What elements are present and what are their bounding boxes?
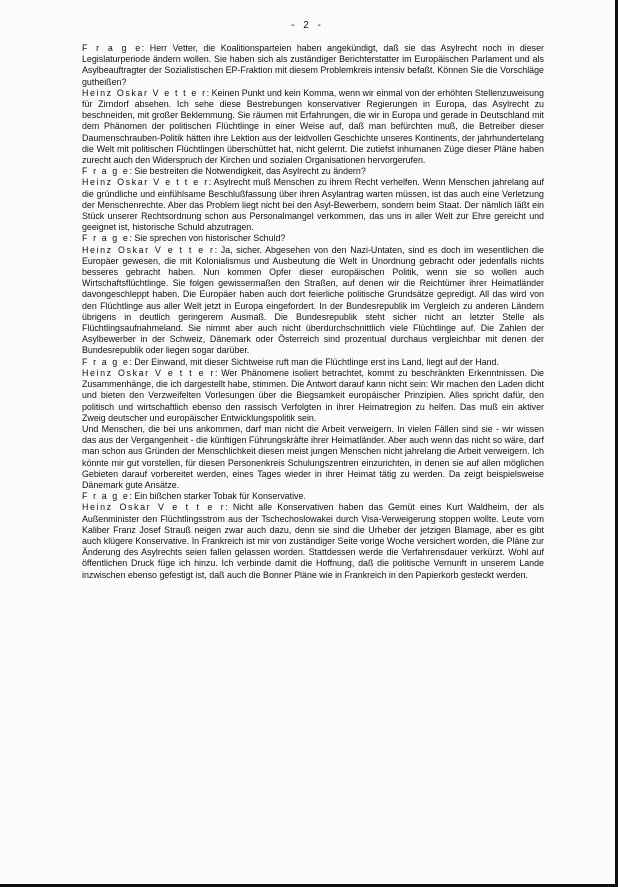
paragraph-text: : Ein bißchen starker Tobak für Konservative.	[129, 491, 306, 502]
paragraph-text: : Herr Vetter, die Koalitionsparteien haben angekündigt, daß sie das Asylrecht noch in dieser Legislaturperiode ändern wollen. Sie haben sich als zuständiger Berichterstatter im Europäischen Parlament und als Asylbeauftragter der Sozialistischen EP-Fraktion mit diesem Problemkreis intensiv befaßt. Können Sie die Vorschläge gutheißen?	[82, 43, 545, 87]
paragraph-question-2	[82, 166, 544, 177]
paragraph-text: Und Menschen, die bei uns ankommen, darf man nicht die Arbeit verweigern. In vielen Fällen sind sie - wir wissen das aus der Vergangenheit - die künftigen Führungskräfte ihrer Heimatländer. Aber auch wenn das nicht so wäre, darf man schon aus Gründen der Menschlichkeit diesen meist jungen Menschen nicht jahrelang die Arbeit verweigern. Ich könnte mir gut vorstellen, für diesen Personenkreis Schulungszentren einzurichten, in denen sie auf allen möglichen Gebieten darauf vorbereitet werden, eines Tages wieder in ihrer Heimat tätig zu werden. Da zeigt beispielsweise Dänemark gute Ansätze.	[82, 423, 544, 490]
paragraph-question-4	[82, 357, 544, 368]
paragraph-answer-4	[82, 368, 544, 424]
speaker-label: Heinz Oskar V e t t e r	[82, 367, 216, 378]
paragraph-text: : Wer Phänomene isoliert betrachtet, kommt zu beschränkten Erkenntnissen. Die Zusammenhänge, die ich dargestellt habe, stimmen. Die Antwort darauf kann nicht sein: Wir machen den Laden dicht und bieten den Verzweifelten Vorlesungen über die Biegsamkeit europäischer Prinzipien. Alles spricht dafür, den politisch und wirtschaftlich ebenso den rassisch Verfolgten in ihrer Heimatregion zu helfen. Das muß ein aktiver Zweig deutscher und europäischer Entwicklungspolitik sein.	[82, 367, 544, 423]
paragraph-question-5	[82, 491, 544, 502]
paragraph-answer-4-continued	[82, 424, 544, 491]
paragraph-question-3	[82, 233, 544, 244]
paragraph-text: : Nicht alle Konservativen haben das Gemüt eines Kurt Waldheim, der als Außenminister den Flüchtlingsstrom aus der Tschechoslowakei durch Visa-Verweigerung stoppen wollte. Leute vom Kaliber Franz Josef Strauß neigen zwar auch dazu, denn sie sind die Urheber der jetzigen Blamage, aber es gibt auch klügere Konservative. In Frankreich ist mir von zuständiger Seite vorige Woche versichert worden, die Pläne zur Änderung des Asylrechts seien fallen gelassen worden. Stattdessen werde die Verfahrensdauer verkürzt. Wohl auf öffentlichen Druck füge ich hinzu. Ich verbinde damit die Hoffnung, daß die politische Vernunft in unserem Lande inzwischen ebenso gefestigt ist, daß auch die Bonner Pläne wie in Frankreich in den Papierkorb gesteckt werden.	[82, 502, 544, 580]
paragraph-text: : Ja, sicher. Abgesehen von den Nazi-Untaten, sind es doch im wesentlichen die Europäer gewesen, die mit Kolonialismus und Ausbeutung die Welt in Unordnung gebracht oder jedenfalls nichts besseres gebracht haben. Nun kommen Opfer dieser europäischen Politik, wenn sie so wollen auch Wirtschaftsflüchtlinge. Sie folgen gewissermaßen den Straßen, auf denen wir die Reichtümer ihrer Heimatländer davongeschleppt haben. Die Europäer haben auch dort feierliche politische Grundsätze gepredigt. All das wird von den Flüchtlinge aus aller Welt jetzt in Europa eingefordert. In der Bundesrepublik im Vergleich zu anderen Ländern übrigens in deutlich geringerem Ausmaß. Die Bundesrepublik steht sicher nicht an letzter Stelle als Flüchtlingsaufnahmeland. Sie nimmt aber auch nicht überdurchschnittlich viele Flüchtlinge auf. Die Zahlen der Asylbewerber in der Schweiz, Dänemark oder Österreich sind prozentual durchaus vergleichbar mit denen der Bundesrepublik oder liegen sogar darüber.	[82, 244, 544, 356]
paragraph-answer-2	[82, 177, 544, 233]
paragraph-answer-1	[82, 88, 544, 166]
interview-text	[82, 43, 544, 581]
paragraph-answer-3	[82, 245, 544, 357]
speaker-label: Heinz Oskar V e t t e r	[82, 502, 226, 513]
speaker-label: Heinz Oskar V e t t e r	[82, 87, 207, 98]
paragraph-text: : Keinen Punkt und kein Komma, wenn wir einmal von der erhöhten Stellenzuweisung für Zirndorf absehen. Ich sehe diese Bestrebungen konservativer Regierungen in Europa, das Asylrecht zu beschneiden, mit großer Beklemmung. Sie räumen mit Erfahrungen, die wir in Europa und gerade in Deutschland mit dem Phänomen der politischen Flüchtlinge in einer Weise auf, daß man befürchten muß, die Betreiber dieser Daumenschrauben-Politik hätten ihre Lektion aus der leidvollen Geschichte unseres Kontinents, der jahrhundertelang die Welt mit politischen Flüchtlingen überschüttet hat, nicht gelernt. Die zutiefst inhumanen Züge dieser Pläne haben zurecht auch den Widerspruch der Kirchen und sozialen Organisationen hervorgerufen.	[82, 87, 544, 166]
speaker-label: F r a g e	[82, 166, 130, 177]
speaker-label: Heinz Oskar V e t t e r	[82, 177, 209, 188]
paragraph-text: : Sie sprechen von historischer Schuld?	[129, 233, 286, 244]
speaker-label: F r a g e	[82, 356, 130, 367]
paragraph-answer-5	[82, 502, 544, 580]
speaker-label: Heinz Oskar V e t t e r	[82, 244, 215, 255]
page-number: - 2 -	[291, 20, 324, 31]
speaker-label: F r a g e	[82, 491, 130, 502]
paragraph-text: : Der Einwand, mit dieser Sichtweise ruft man die Flüchtlinge erst ins Land, liegt auf der Hand.	[129, 356, 499, 367]
speaker-label: F r a g e	[82, 43, 142, 53]
paragraph-text: : Sie bestreiten die Notwendigkeit, das Asylrecht zu ändern?	[129, 166, 366, 177]
paragraph-question-1	[82, 43, 544, 88]
speaker-label: F r a g e	[82, 233, 130, 244]
paragraph-text: : Asylrecht muß Menschen zu ihrem Recht verhelfen. Wenn Menschen jahrelang auf die gründliche und einfühlsame Beschlußfassung über ihren Asylantrag warten müssen, ist das auch eine Verletzung der Menschenrechte. Aber das Problem liegt nicht bei den Asyl-Bewerbern, sondern beim Staat. Der nämlich läßt ein Stück unserer Rechtsordnung schon aus Personalmangel verkommen, das uns in aller Welt zur Ehre gereicht und geeignet ist, historische Schuld abzutragen.	[82, 177, 544, 233]
